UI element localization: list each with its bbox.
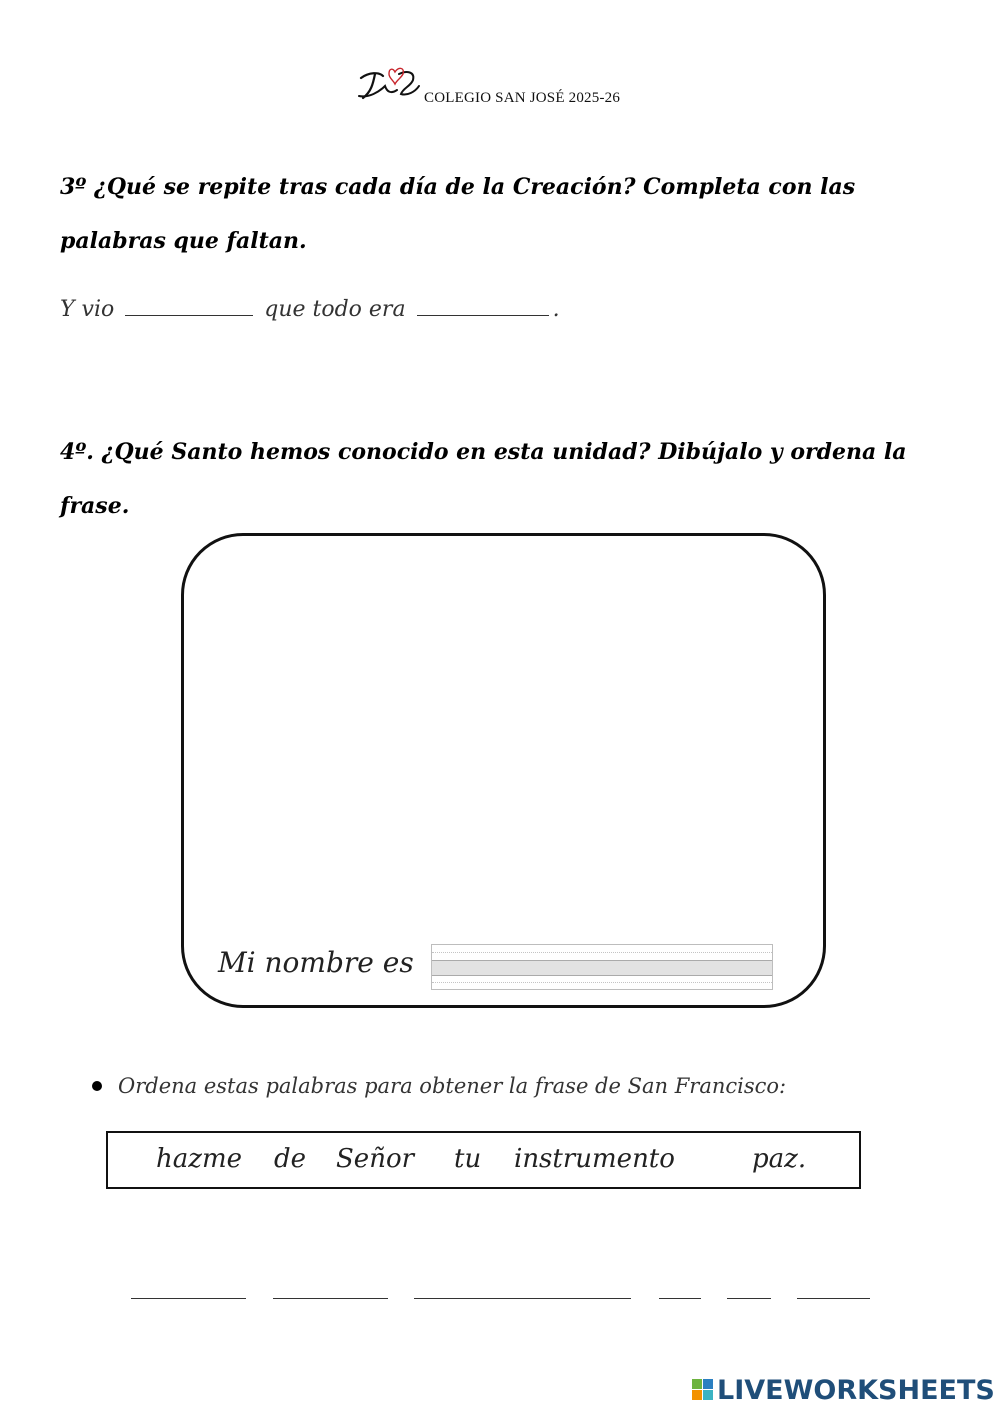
answer-line-2[interactable] bbox=[273, 1298, 388, 1299]
word-item[interactable]: de bbox=[274, 1144, 307, 1174]
liveworksheets-logo-icon bbox=[692, 1379, 714, 1401]
guide-band bbox=[432, 960, 772, 976]
question-3-sentence bbox=[60, 293, 560, 322]
ordering-instruction-text: Ordena estas palabras para obtener la frase de San Francisco: bbox=[118, 1074, 787, 1098]
sentence-end: . bbox=[552, 297, 560, 322]
blank-2[interactable] bbox=[417, 293, 549, 316]
word-box bbox=[106, 1131, 861, 1189]
sentence-part-2: que todo era bbox=[264, 297, 406, 322]
name-label: Mi nombre es bbox=[218, 946, 414, 979]
sentence-part-1: Y vio bbox=[60, 297, 115, 322]
word-item[interactable]: instrumento bbox=[514, 1144, 675, 1174]
word-item[interactable]: Señor bbox=[336, 1144, 415, 1174]
answer-line-1[interactable] bbox=[131, 1298, 246, 1299]
school-logo-icon bbox=[355, 62, 425, 106]
answer-line-5[interactable] bbox=[727, 1298, 771, 1299]
question-3-title: 3º ¿Qué se repite tras cada día de la Creación? Completa con las palabras que faltan. bbox=[60, 174, 856, 254]
answer-line-4[interactable] bbox=[659, 1298, 701, 1299]
name-writing-lines[interactable] bbox=[431, 944, 773, 990]
question-4-title: 4º. ¿Qué Santo hemos conocido en esta unidad? Dibújalo y ordena la frase. bbox=[60, 439, 907, 519]
ordering-instruction bbox=[92, 1074, 786, 1098]
blank-1[interactable] bbox=[125, 293, 253, 316]
word-item[interactable]: tu bbox=[454, 1144, 482, 1174]
liveworksheets-text: LIVEWORKSHEETS bbox=[717, 1374, 995, 1406]
answer-line-6[interactable] bbox=[797, 1298, 870, 1299]
word-item[interactable]: paz. bbox=[752, 1144, 807, 1174]
guide-line-top bbox=[432, 952, 772, 953]
guide-line-bottom bbox=[432, 982, 772, 983]
drawing-area[interactable] bbox=[181, 533, 826, 1008]
word-item[interactable]: hazme bbox=[156, 1144, 242, 1174]
answer-line-3[interactable] bbox=[414, 1298, 631, 1299]
bullet-icon bbox=[92, 1081, 102, 1091]
school-header: COLEGIO SAN JOSÉ 2025-26 bbox=[424, 90, 621, 106]
liveworksheets-brand bbox=[692, 1374, 995, 1406]
